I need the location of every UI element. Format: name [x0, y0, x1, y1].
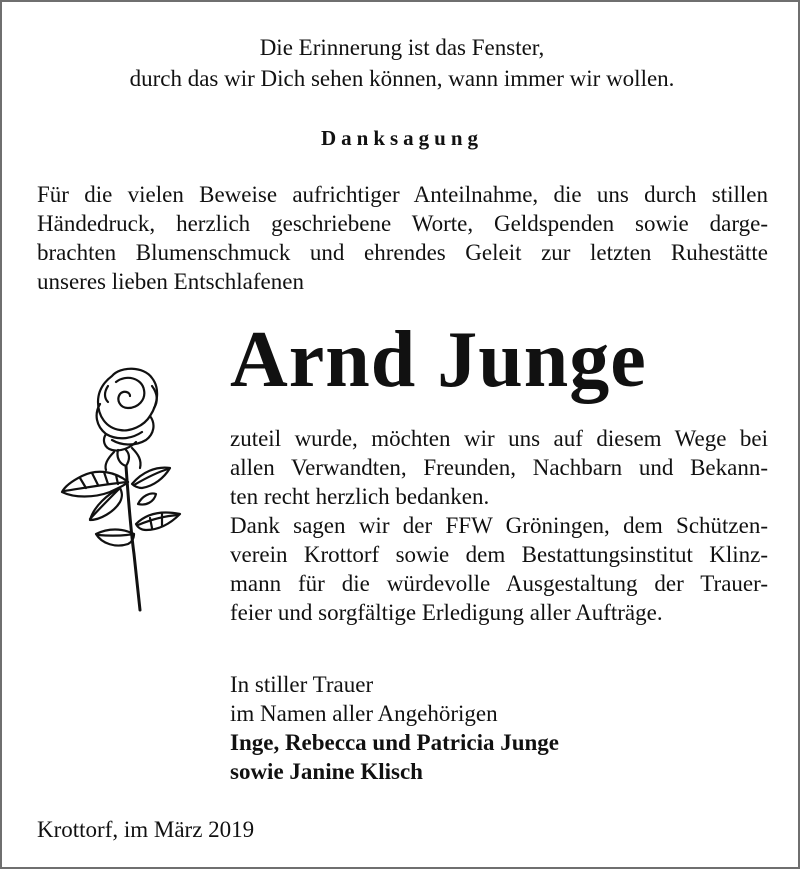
body-line-7: feier und sorgfältige Erledigung aller Aufträge.	[230, 600, 663, 625]
family-names-1: Inge, Rebecca und Patricia Junge	[230, 730, 560, 755]
signoff	[230, 670, 559, 786]
intro-line-3: brachten Blumenschmuck und ehrendes Geleit zur letzten Ruhestätte	[37, 240, 768, 265]
rose-icon	[60, 364, 190, 612]
body-line-6: mann für die würdevolle Ausgestaltung der Trauer-	[230, 571, 768, 596]
heading-danksagung: Danksagung	[320, 126, 484, 150]
body-line-5: verein Krottorf sowie dem Bestattungsinstitut Klinz-	[230, 542, 768, 567]
motto-line-2: durch das wir Dich sehen können, wann immer wir wollen.	[129, 66, 675, 91]
body-line-4: Dank sagen wir der FFW Gröningen, dem Schützen-	[230, 513, 768, 538]
family-names-2: sowie Janine Klisch	[230, 759, 423, 784]
deceased-name: Arnd Junge	[230, 316, 647, 404]
motto	[2, 32, 800, 94]
body-line-3: ten recht herzlich bedanken.	[230, 484, 490, 509]
signoff-line-1: In stiller Trauer	[230, 672, 374, 697]
signoff-line-2: im Namen aller Angehörigen	[230, 701, 498, 726]
intro-line-4: unseres lieben Entschlafenen	[37, 269, 304, 294]
thanks-paragraph	[230, 424, 768, 627]
intro-paragraph	[37, 180, 768, 296]
intro-line-1: Für die vielen Beweise aufrichtiger Anteilnahme, die uns durch stillen	[37, 182, 768, 207]
motto-line-1: Die Erinnerung ist das Fenster,	[259, 35, 545, 60]
body-line-1: zuteil wurde, möchten wir uns auf diesem Wege bei	[230, 426, 768, 451]
intro-line-2: Händedruck, herzlich geschriebene Worte, Geldspenden sowie darge-	[37, 211, 768, 236]
body-line-2: allen Verwandten, Freunden, Nachbarn und Bekann-	[230, 455, 768, 480]
place-date: Krottorf, im März 2019	[37, 817, 255, 842]
